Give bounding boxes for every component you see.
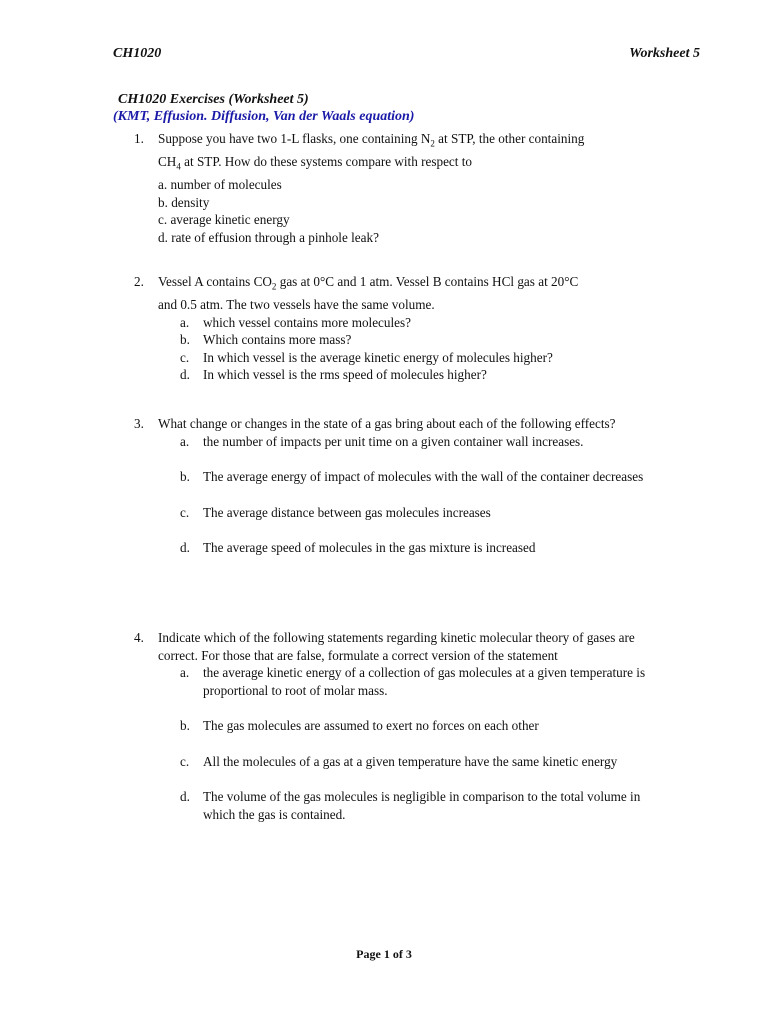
page-of: of [389, 947, 406, 961]
page-number: 1 [383, 947, 390, 961]
list-item: a. the number of impacts per unit time on a given container wall increases. [180, 433, 584, 449]
list-item: c. The average distance between gas molecules increases [180, 504, 491, 520]
list-item: d. The average speed of molecules in the gas mixture is increased [180, 540, 536, 555]
page-label: Page [356, 947, 384, 961]
answer-list [180, 433, 664, 557]
list-item: b. The gas molecules are assumed to exert no forces on each other [180, 718, 539, 733]
list-item: c. average kinetic energy [158, 212, 290, 228]
list-item: d. In which vessel is the rms speed of molecules higher? [180, 367, 487, 383]
worksheet-subtitle: (KMT, Effusion. Diffusion, Van der Waals equation) [113, 109, 415, 124]
list-item: a. which vessel contains more molecules? [180, 314, 412, 330]
list-item: b. density [158, 194, 210, 210]
question-4 [134, 629, 664, 823]
question-stem: What change or changes in the state of a gas bring about each of the following effects? [158, 416, 616, 431]
question-number: 3. [134, 416, 144, 431]
question-number: 2. [134, 274, 144, 289]
question-3 [134, 415, 664, 557]
header-course-code: CH1020 [113, 46, 162, 61]
answer-list [180, 664, 664, 823]
worksheet-title: CH1020 Exercises (Worksheet 5) [118, 92, 309, 107]
question-stem: Indicate which of the following statements regarding kinetic molecular theory of gases are correct. For those that are false, formulate a correct version of the statement [158, 630, 635, 663]
list-item: d. rate of effusion through a pinhole leak? [158, 229, 379, 245]
question-stem: Suppose you have two 1-L flasks, one containing $N_2$ at STP, the other containing $CH_4$ at STP. How do these systems compare with respect to [158, 131, 585, 172]
question-stem: Vessel A contains $CO_2$ gas at 0°C and 1 atm. Vessel B contains HCl gas at 20°C and 0.5 atm. The two vessels have the same volume. [158, 274, 579, 313]
question-1 [134, 130, 664, 246]
list-item: b. Which contains more mass? [180, 332, 352, 348]
page-total: 3 [405, 947, 412, 961]
list-item: b. The average energy of impact of molecules with the wall of the container decreases [180, 469, 644, 484]
answer-list [180, 314, 664, 384]
question-number: 4. [134, 630, 144, 645]
page-footer [0, 947, 768, 962]
list-item: a. number of molecules [158, 177, 282, 193]
question-number: 1. [134, 131, 144, 146]
question-2 [134, 273, 664, 384]
list-item: d. The volume of the gas molecules is negligible in comparison to the total volume in which the gas is contained. [180, 789, 641, 822]
answer-list [158, 176, 664, 246]
list-item: c. In which vessel is the average kinetic energy of molecules higher? [180, 349, 553, 365]
header-worksheet-label: Worksheet 5 [629, 46, 700, 61]
list-item: c. All the molecules of a gas at a given temperature have the same kinetic energy [180, 753, 618, 769]
list-item: a. the average kinetic energy of a collection of gas molecules at a given temperature is proportional to root of molar mass. [180, 665, 646, 698]
